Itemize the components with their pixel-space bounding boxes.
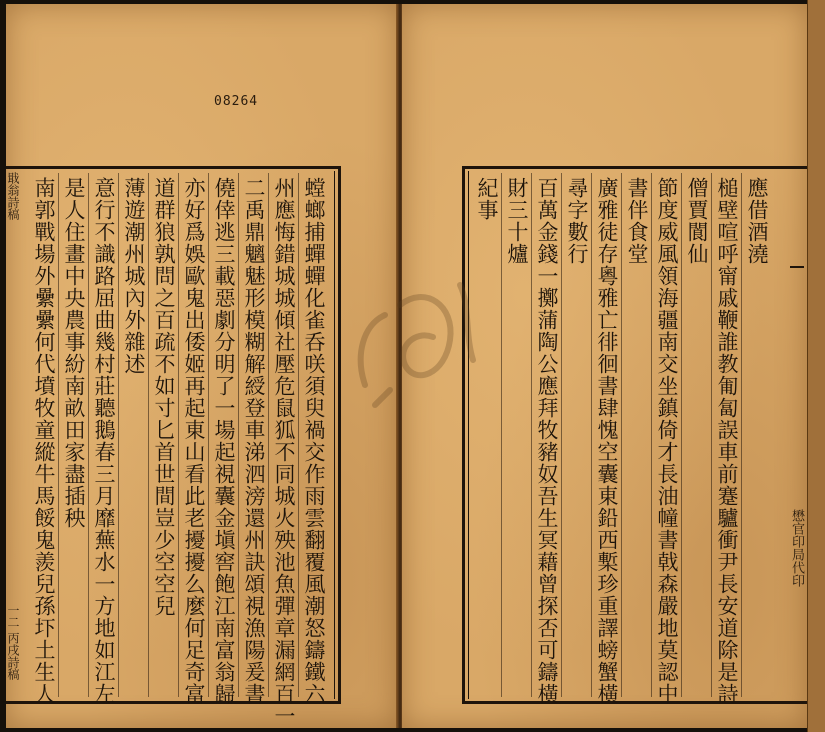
page-edge — [807, 0, 825, 732]
column-rule — [208, 173, 209, 697]
column-rule — [148, 173, 149, 697]
text-column-3: 僧賈閬仙 — [685, 177, 709, 265]
column-rule — [298, 173, 299, 697]
text-column-4: 節度威風領海疆南交坐鎮倚才長油幢書戟森嚴地莫認中 — [655, 177, 679, 705]
column-rule — [238, 173, 239, 697]
left-text-frame — [6, 166, 341, 727]
column-rule — [531, 173, 532, 697]
text-column-5: 亦好爲娛歐鬼出倭姬再起東山看此老擾擾么麼何足奇富 — [182, 177, 206, 705]
column-rule — [681, 173, 682, 697]
column-rule — [178, 173, 179, 697]
column-rule — [561, 173, 562, 697]
column-rule — [268, 173, 269, 697]
text-column-9: 是人住畫中央農事紛南畝田家盡插秧 — [62, 177, 86, 529]
poem-title: 薄遊潮州城內外雜述 — [122, 177, 146, 375]
left-margin-folio: 一二 丙戌詩稿 — [6, 604, 20, 680]
text-column-6: 道群狼孰問之百疏不如寸匕首世間豈少空空兒 — [152, 177, 176, 617]
text-column-2: 州應悔錯城城傾社壓危鼠狐不同城火殃池魚彈章漏網百一 — [272, 177, 296, 727]
text-column-6: 廣雅徒存粵雅亡徘徊書肆愧空囊東鉛西槧珍重譯螃蟹橫 — [595, 177, 619, 705]
text-column-2: 槌壁喧呼甯戚鞭誰教匍匐誤車前蹇驢衝尹長安道除是詩 — [715, 177, 739, 705]
text-column-9: 財三十爐 — [505, 177, 529, 265]
catalog-number: 08264 — [214, 94, 259, 109]
left-page — [6, 4, 398, 728]
column-rule — [621, 173, 622, 697]
text-column-10: 南郭戰場外纍纍何代墳牧童縱牛馬餒鬼羨兒孫圷土生人 — [32, 177, 56, 705]
column-rule — [118, 173, 119, 697]
text-column-8: 百萬金錢一擲蒲陶公應拜牧豬奴吾生冥藉曾探否可鑄橫 — [535, 177, 559, 705]
text-column-5: 書伴食堂 — [625, 177, 649, 265]
text-column-1: 應借酒澆 — [745, 177, 769, 265]
text-column-8: 意行不識路屈曲幾村莊聽鵝春三月靡蕪水一方地如江左 — [92, 177, 116, 705]
column-rule — [591, 173, 592, 697]
column-rule — [88, 173, 89, 697]
column-rule — [741, 173, 742, 697]
text-column-7: 尋字數行 — [565, 177, 589, 265]
poem-title: 紀事 — [475, 177, 499, 221]
left-margin-title: 戢翁詩稿 — [6, 172, 20, 220]
printer-imprint: 懋官印局代印 — [789, 509, 804, 587]
right-text-frame — [462, 166, 810, 704]
right-page — [402, 4, 807, 728]
column-rule — [58, 173, 59, 697]
text-column-1: 螳螂捕蟬蟬化雀呑咲須臾禍交作雨雲翻覆風潮怒鑄鐵六 — [302, 177, 326, 705]
column-rule — [501, 173, 502, 697]
text-column-4: 僥倖逃三載惡劇分明了一場起視囊金塡窖飽江南富翁歸 — [212, 177, 236, 705]
column-rule — [711, 173, 712, 697]
text-column-3: 二禹鼎魑魅形模糊解綬登車涕泗滂還州訣頌視漁陽爰書 — [242, 177, 266, 705]
column-rule — [651, 173, 652, 697]
